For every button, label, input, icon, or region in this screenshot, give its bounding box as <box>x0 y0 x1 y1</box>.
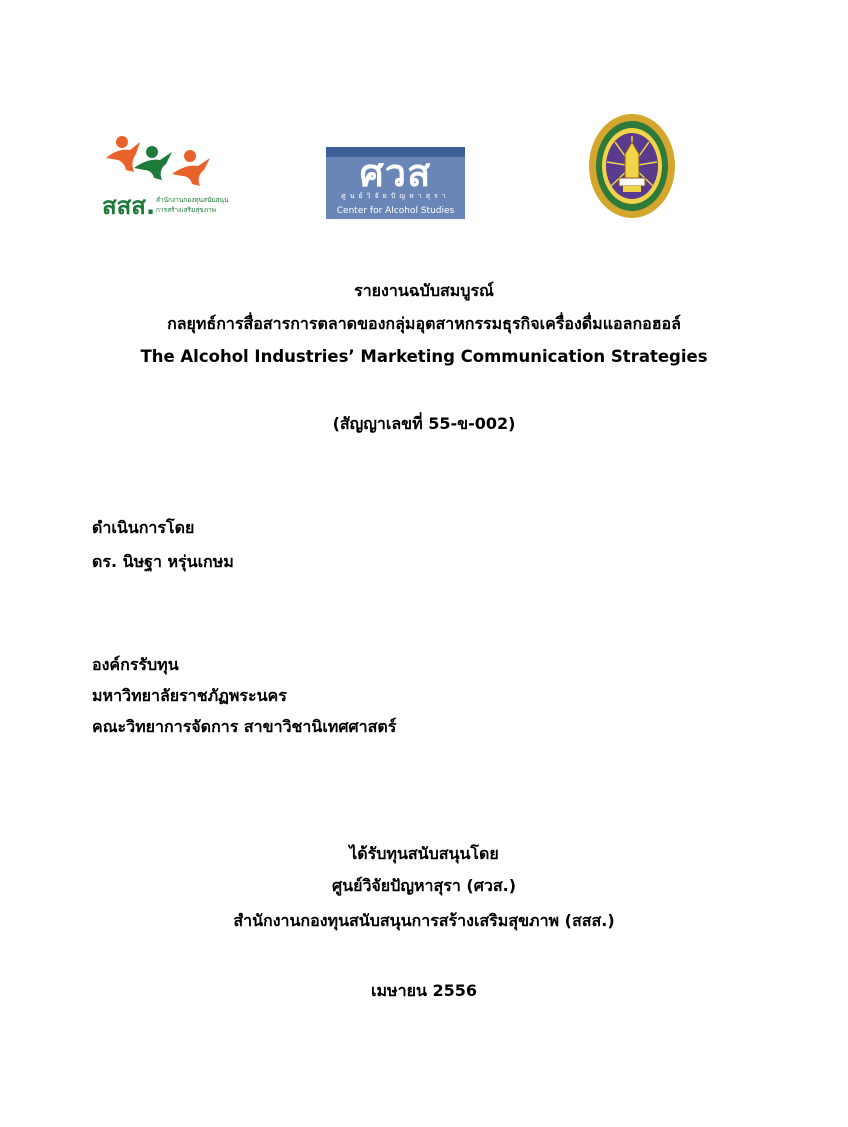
report-type: รายงานฉบับสมบูรณ์ <box>354 281 494 300</box>
grantee-university: มหาวิทยาลัยราชภัฏพระนคร <box>92 686 287 705</box>
thaihealth-caption-2: การสร้างเสริมสุขภาพ <box>156 206 216 214</box>
alcohol-studies-logo <box>326 147 465 219</box>
contract-number: (สัญญาเลขที่ 55-ข-002) <box>332 414 516 433</box>
thaihealth-caption-1: สำนักงานกองทุนสนับสนุน <box>156 196 229 204</box>
csa-thai-subtitle: ศูนย์วิจัยปัญหาสุรา <box>341 192 450 200</box>
grantee-label: องค์กรรับทุน <box>92 655 179 674</box>
thai-title: กลยุทธ์การสื่อสารการตลาดของกลุ่มอุตสาหกรรมธุรกิจเครื่องดื่มแอลกอฮอล์ <box>167 314 681 333</box>
english-title: The Alcohol Industries’ Marketing Communication Strategies <box>140 347 708 366</box>
csa-logo-text: ศวส <box>359 151 432 195</box>
funding-org-2: สำนักงานกองทุนสนับสนุนการสร้างเสริมสุขภาพ (สสส.) <box>233 911 615 930</box>
researcher-name: ดร. นิษฐา หรุ่นเกษม <box>92 552 234 571</box>
funding-org-1: ศูนย์วิจัยปัญหาสุรา (ศวส.) <box>331 876 517 895</box>
report-date: เมษายน 2556 <box>371 981 477 1000</box>
university-seal-logo <box>587 112 677 220</box>
funding-label: ได้รับทุนสนับสนุนโดย <box>349 844 499 863</box>
thaihealth-logo-graphic <box>100 128 230 220</box>
thaihealth-logo-text: สสส. <box>102 192 156 220</box>
university-seal-icon <box>587 112 677 220</box>
thaihealth-logo <box>100 128 230 220</box>
conducted-by-label: ดำเนินการโดย <box>92 518 195 537</box>
csa-english-name: Center for Alcohol Studies <box>336 206 455 216</box>
grantee-faculty: คณะวิทยาการจัดการ สาขาวิชานิเทศศาสตร์ <box>92 717 397 736</box>
